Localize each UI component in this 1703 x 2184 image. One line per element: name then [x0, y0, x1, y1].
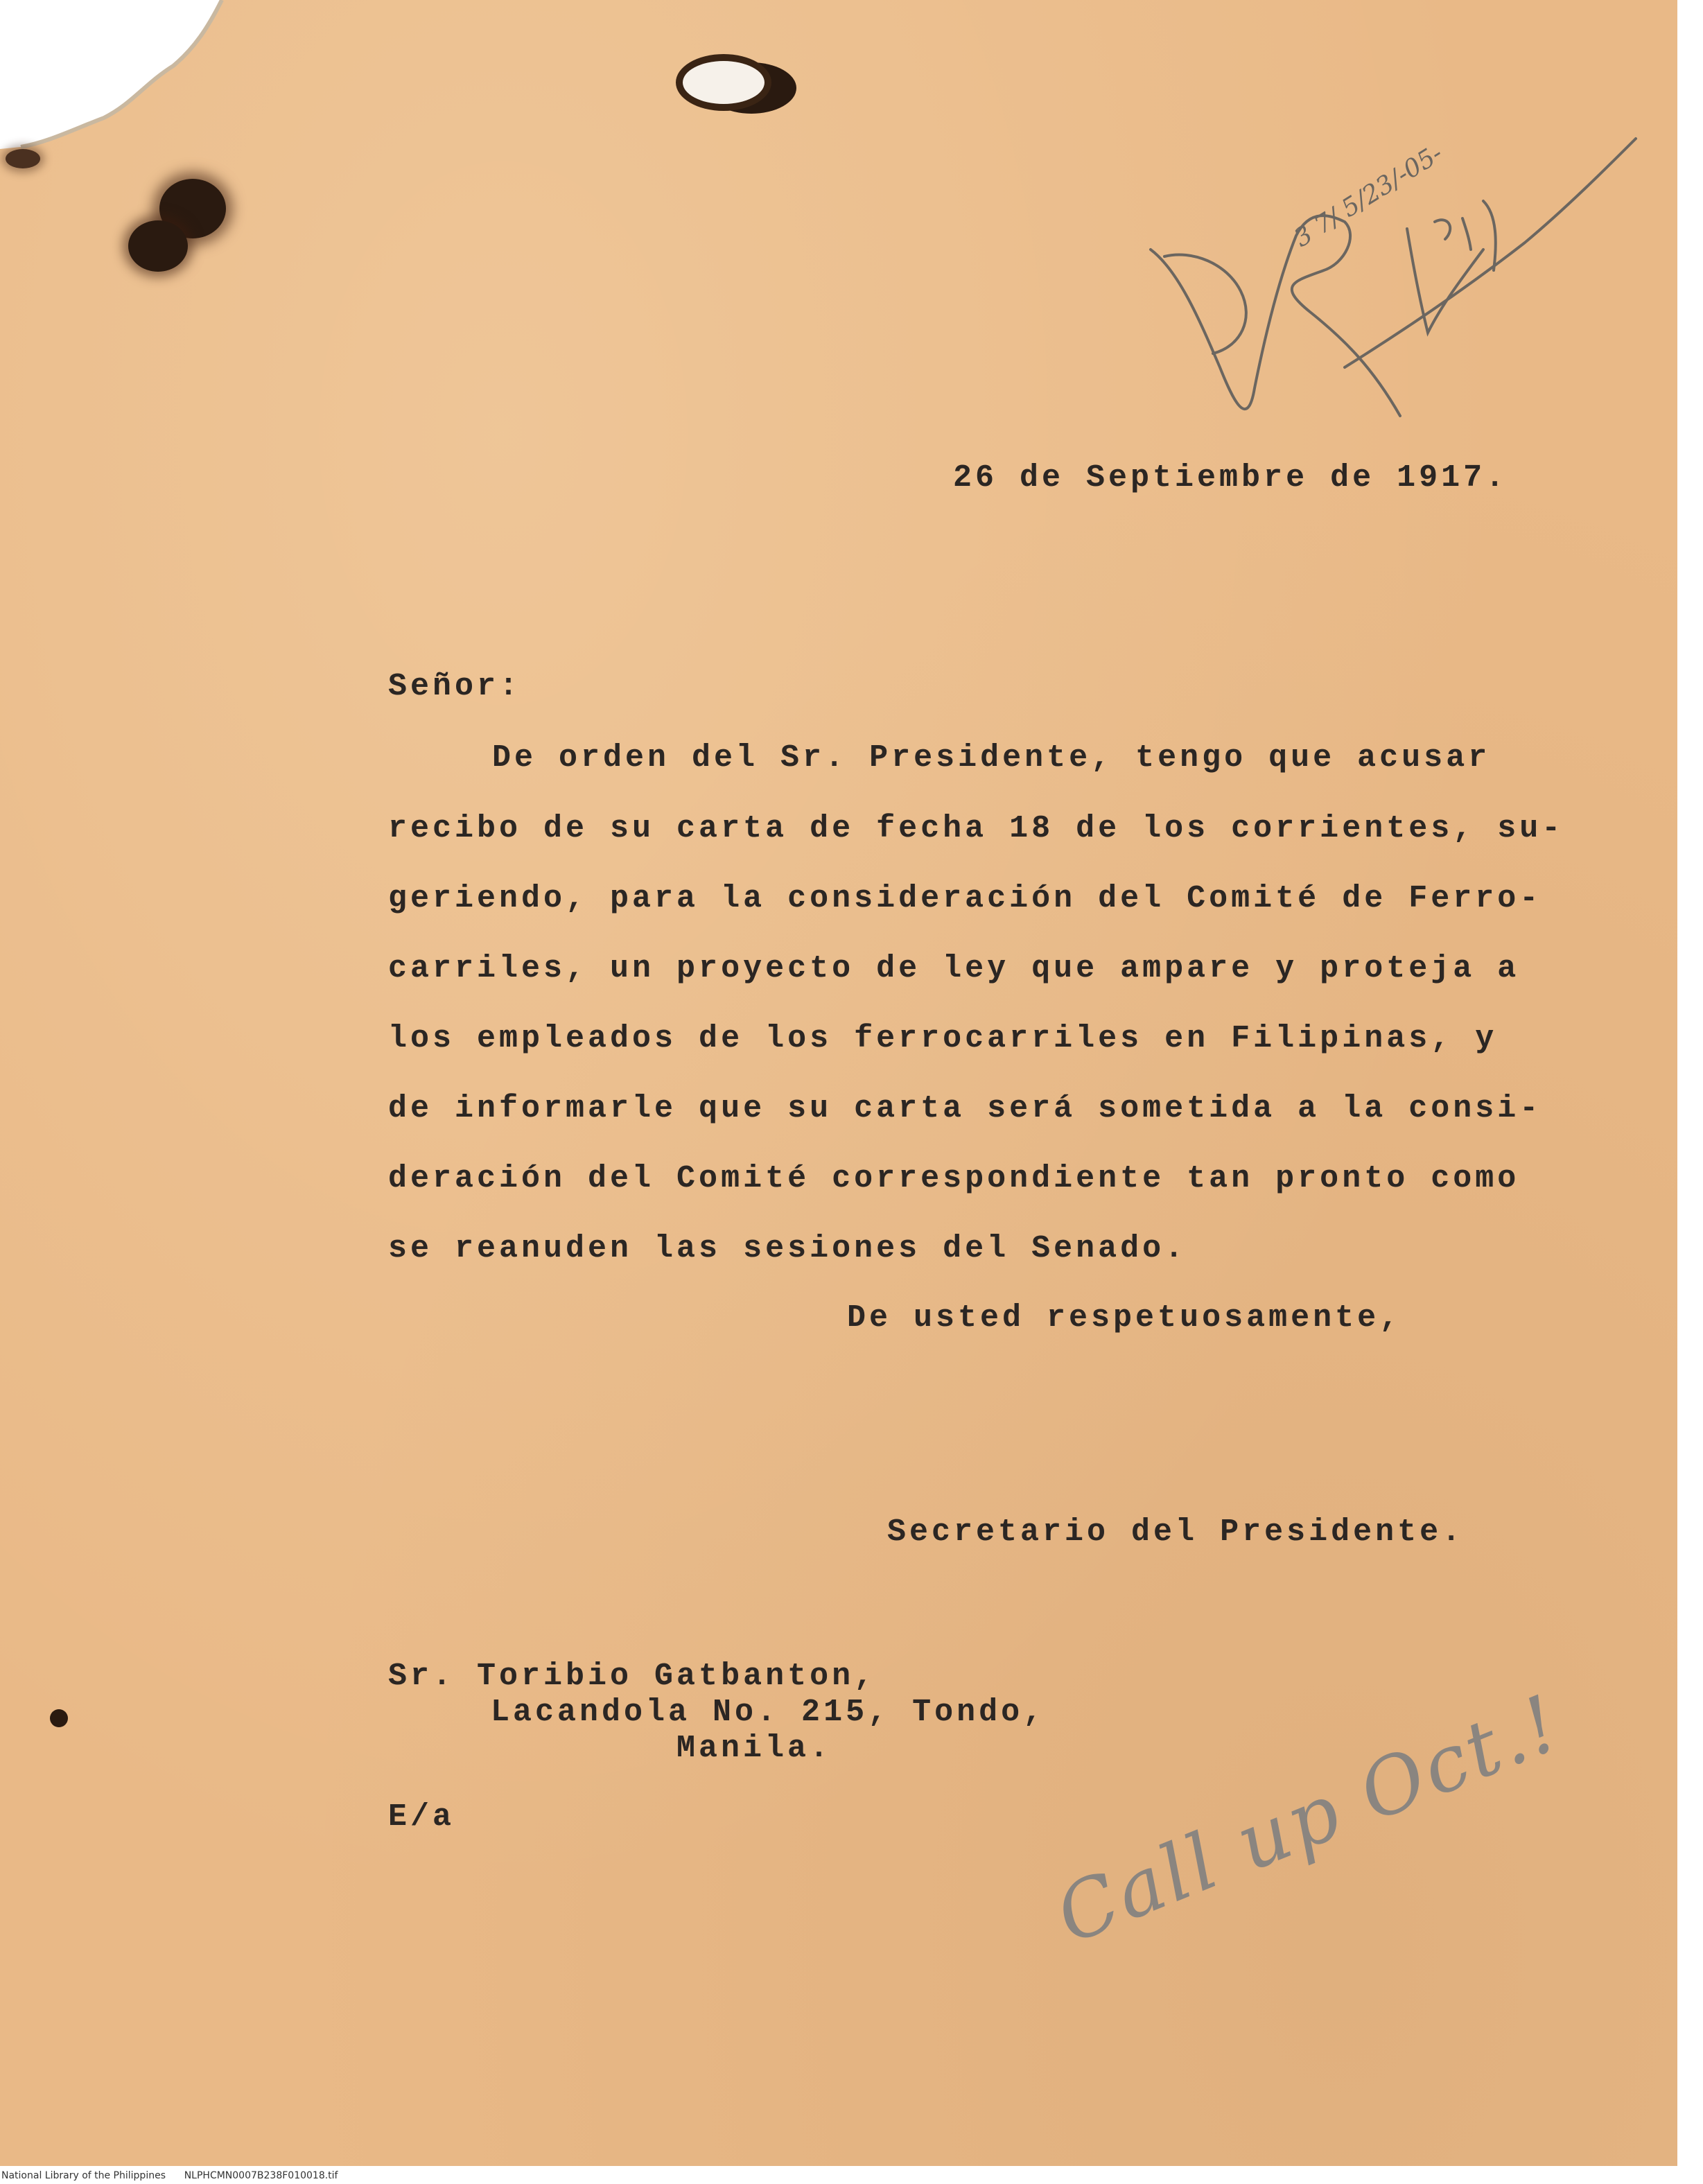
body-line: los empleados de los ferrocarriles en Filipinas, y: [388, 1021, 1498, 1056]
body-line: se reanuden las sesiones del Senado.: [388, 1231, 1187, 1266]
punch-hole: [683, 61, 765, 104]
body-line: geriendo, para la consideración del Comité de Ferro-: [388, 881, 1542, 916]
salutation: Señor:: [388, 669, 522, 704]
recipient-name: Sr. Toribio Gatbanton,: [388, 1659, 877, 1694]
signatory-title: Secretario del Presidente.: [887, 1514, 1465, 1550]
closing: De usted respetuosamente,: [847, 1300, 1402, 1336]
letter-date: 26 de Septiembre de 1917.: [953, 460, 1508, 496]
recipient-address: Lacandola No. 215, Tondo,: [491, 1695, 1046, 1730]
body-line: de informarle que su carta será sometida a la consi-: [388, 1091, 1542, 1126]
archive-caption: [0, 2167, 1703, 2184]
pencil-note: Call up Oct.!: [1044, 1677, 1574, 1962]
reference-initials: E/a: [388, 1799, 455, 1835]
recipient-city: Manila.: [676, 1731, 832, 1766]
pencil-numbers: 3 7/ 5/23/-05-: [1289, 139, 1448, 253]
ink-stain: [6, 149, 40, 168]
body-line: De orden del Sr. Presidente, tengo que acusar: [492, 740, 1491, 776]
body-line: recibo de su carta de fecha 18 de los corrientes, su-: [388, 811, 1564, 846]
file-name: NLPHCMN0007B238F010018.tif: [184, 2170, 338, 2181]
body-line: deración del Comité correspondiente tan pronto como: [388, 1161, 1520, 1196]
pencil-signature: [1137, 42, 1643, 430]
ink-dot: [50, 1709, 68, 1727]
torn-corner: [0, 0, 229, 152]
ink-stain: [128, 220, 188, 272]
body-line: carriles, un proyecto de ley que ampare y proteja a: [388, 951, 1520, 986]
library-name: National Library of the Philippines: [1, 2170, 166, 2181]
